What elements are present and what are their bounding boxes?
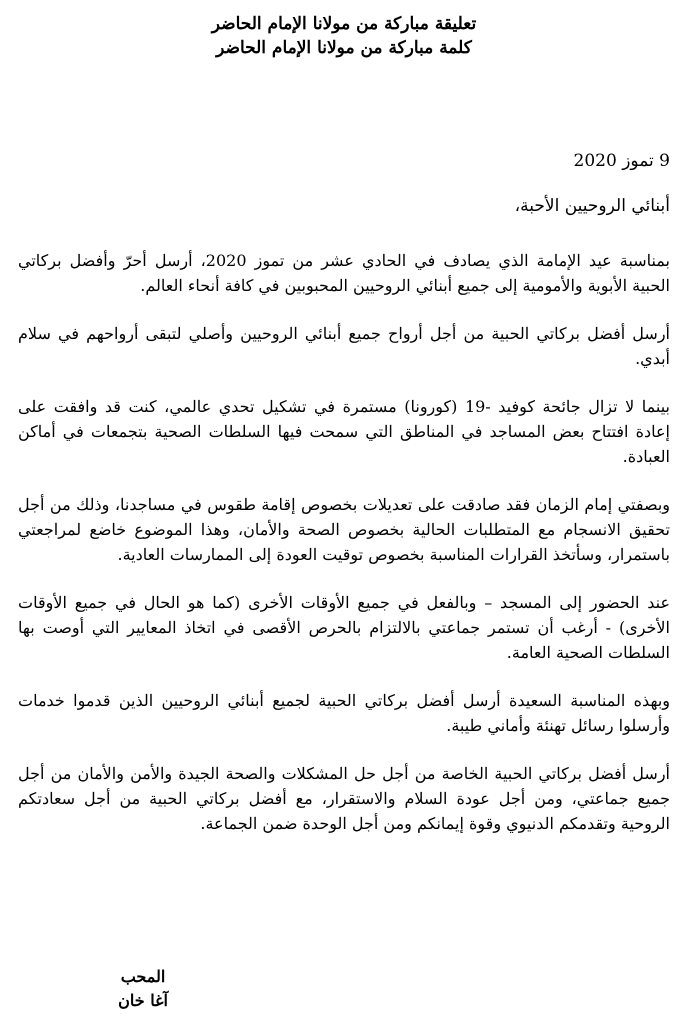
paragraph-7: أرسل أفضل بركاتي الحبية الخاصة من أجل حل المشكلات والصحة الجيدة والأمن والأمان من أجل جميع جماعتي، ومن أجل عودة السلام والاستقرار، مع أفضل بركاتي الحبية من أجل سعادتكم الروحية وتقدمكم الدنيوي وقوة إيمانكم ومن أجل الوحدة ضمن الجماعة. <box>18 764 670 833</box>
paragraph-1: بمناسبة عيد الإمامة الذي يصادف في الحادي عشر من تموز 2020، أرسل أحرّ وأفضل بركاتي الحبية الأبوية والأمومية إلى جميع أبنائي الروحيين المحبوبين في كافة أنحاء العالم. <box>18 251 670 295</box>
paragraph-5: عند الحضور إلى المسجد – وبالفعل في جميع الأوقات الأخرى (كما هو الحال في جميع الأوقات الأخرى) - أرغب أن تستمر جماعتي بالالتزام بالحرص الأقصى في اتخاذ المعايير التي أوصت بها السلطات الصحية العامة. <box>18 593 671 662</box>
closing-word: المحب <box>120 967 166 986</box>
letter-body <box>18 248 670 859</box>
paragraph-4: وبصفتي إمام الزمان فقد صادقت على تعديلات بخصوص إقامة طقوس في مساجدنا، وذلك من أجل تحقيق الانسجام مع المتطلبات الحالية بخصوص الصحة والأمان، وهذا الموضوع خاضع لمراجعتي باستمرار، وسأتخذ القرارات المناسبة بخصوص توقيت العودة إلى الممارسات العادية. <box>18 495 670 564</box>
letter-date: 9 تموز 2020 <box>573 151 670 171</box>
letter-greeting: أبنائي الروحيين الأحبة، <box>514 196 670 216</box>
letter-header <box>0 12 688 60</box>
paragraph-6: وبهذه المناسبة السعيدة أرسل أفضل بركاتي الحبية لجميع أبنائي الروحيين الذين قدموا خدمات وأرسلوا رسائل تهنئة وأماني طيبة. <box>18 691 670 735</box>
paragraph-2: أرسل أفضل بركاتي الحبية من أجل أرواح جميع أبنائي الروحيين وأصلي لتبقى أرواحهم في سلام أبدي. <box>18 324 670 368</box>
title-line-2: كلمة مباركة من مولانا الإمام الحاضر <box>216 38 472 58</box>
paragraph-3: بينما لا تزال جائحة كوفيد -19 (كورونا) مستمرة في تشكيل تحدي عالمي، كنت قد وافقت على إعادة افتتاح بعض المساجد في المناطق التي سمحت فيها السلطات الصحية بتجمعات في أماكن العبادة. <box>18 397 670 466</box>
signatory-name: آغا خان <box>118 991 168 1010</box>
title-line-1: تعليقة مباركة من مولانا الإمام الحاضر <box>211 14 477 34</box>
signature-block <box>73 965 213 1013</box>
